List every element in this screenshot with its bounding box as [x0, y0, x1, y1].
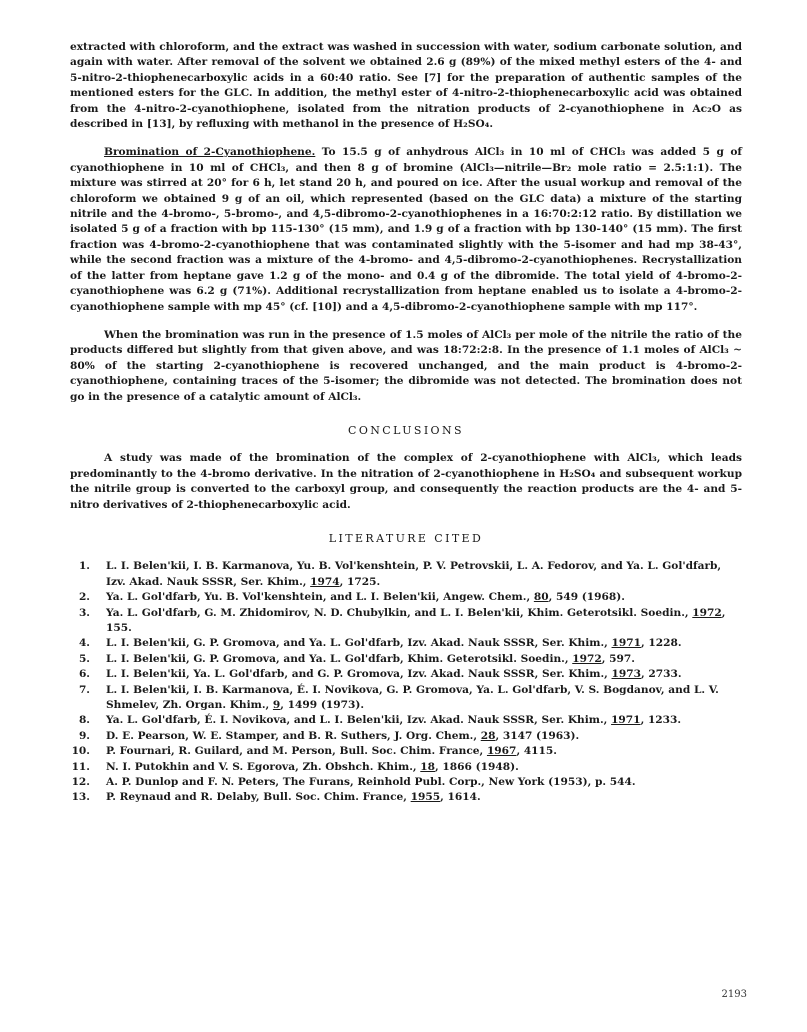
page-number: 2193: [721, 989, 747, 1000]
bromination-procedure-text: To 15.5 g of anhydrous AlCl₃ in 10 ml of CHCl₃ was added 5 g of cyanothiophene in 10 ml of CHCl₃, and then 8 g of bromine (AlCl₃—nitrile—Br₂ mole ratio = 2.5:1:1). The mixture was stirred at 20° for 6 h, let stand 20 h, and poured on ice. After the usual workup and removal of the chloroform we obtained 9 g of an oil, which represented (based on the GLC data) a mixture of the starting nitrile and the 4-bromo-, 5-bromo-, and 4,5-dibromo-2-cyanothiophenes in a 16:70:2:12 ratio. By distillation we isolated 5 g of a fraction with bp 115-130° (15 mm), and 1.9 g of a fraction with bp 130-140° (15 mm). The first fraction was 4-bromo-2-cyanothiophene that was contaminated slightly with the 5-isomer and had mp 38-43°, while the second fraction was a mixture of the 4-bromo- and 4,5-dibromo-2-cyanothiophenes. Recrystallization of the latter from heptane gave 1.2 g of the mono- and 0.4 g of the dibromide. The total yield of 4-bromo-2-cyanothiophene was 6.2 g (71%). Additional recrystallization from heptane enabled us to isolate a 4-bromo-2-cyanothiophene sample with mp 45° (cf. [10]) and a 4,5-dibromo-2-cyanothiophene sample with mp 117°.: [70, 146, 742, 313]
article-page: [70, 40, 742, 806]
reference-pages: , 2733.: [641, 668, 682, 681]
reference-number: 3.: [78, 606, 90, 619]
paragraph-nitration-workup: extracted with chloroform, and the extract was washed in succession with water, sodium carbonate solution, and again with water. After removal of the solvent we obtained 2.6 g (89%) of the mixed methyl esters of the 4- and 5-nitro-2-thiophenecarboxylic acids in a 60:40 ratio. See [7] for the preparation of authentic samples of the mentioned esters for the GLC. In addition, the methyl ester of 4-nitro-2-thiophenecarboxylic acid was obtained from the 4-nitro-2-cyanothiophene, isolated from the nitration products of 2-cyanothiophene in Ac₂O as described in [13], by refluxing with methanol in the presence of H₂SO₄.: [70, 41, 742, 131]
reference-text: L. I. Belen'kii, Ya. L. Gol'dfarb, and G. P. Gromova, Izv. Akad. Nauk SSSR, Ser. Khim.,: [106, 668, 612, 681]
reference-text: L. I. Belen'kii, G. P. Gromova, and Ya. L. Gol'dfarb, Izv. Akad. Nauk SSSR, Ser. Khim.,: [106, 637, 612, 650]
reference-pages: , 1228.: [641, 637, 682, 650]
reference-item: [70, 667, 742, 682]
reference-volume: 28: [480, 729, 496, 742]
reference-volume: 1971: [611, 637, 642, 650]
reference-text: Ya. L. Gol'dfarb, Yu. B. Vol'kenshtein, and L. I. Belen'kii, Angew. Chem.,: [106, 591, 534, 604]
reference-number: 2.: [78, 591, 90, 604]
reference-number: 9.: [78, 729, 90, 742]
reference-pages: , 1233.: [640, 714, 682, 727]
reference-volume: 9: [272, 699, 281, 712]
reference-pages: , 155.: [106, 606, 726, 634]
reference-text: L. I. Belen'kii, I. B. Karmanova, É. I. Novikova, G. P. Gromova, Ya. L. Gol'dfarb, V. S. Bogdanov, and L. V. Shmelev, Zh. Organ. Khim.,: [106, 683, 719, 712]
reference-text: A. P. Dunlop and F. N. Peters, The Furans, Reinhold Publ. Corp., New York (1953), p. 544.: [106, 776, 636, 789]
reference-pages: , 3147 (1963).: [495, 729, 580, 742]
reference-volume: 80: [533, 591, 549, 604]
reference-volume: 1971: [611, 714, 641, 727]
reference-text: P. Reynaud and R. Delaby, Bull. Soc. Chim. France,: [106, 791, 411, 804]
reference-pages: , 1866 (1948).: [435, 760, 519, 773]
conclusions-heading: CONCLUSIONS: [348, 423, 464, 437]
reference-number: 4.: [78, 637, 90, 650]
reference-pages: , 1614.: [440, 791, 481, 804]
reference-pages: , 597.: [601, 652, 635, 665]
reference-number: 10.: [71, 745, 90, 758]
reference-pages: , 4115.: [516, 745, 557, 758]
paragraph-bromination-ratios: When the bromination was run in the presence of 1.5 moles of AlCl₃ per mole of the nitrile the ratio of the products differed but slightly from that given above, and was 18:72:2:8. In the presence of 1.1 moles of AlCl₃ ~ 80% of the starting 2-cyanothiophene is recovered unchanged, and the main product is 4-bromo-2-cyanothiophene, containing traces of the 5-isomer; the dibromide was not detected. The bromination does not go in the presence of a catalytic amount of AlCl₃.: [70, 328, 742, 403]
reference-volume: 1973: [611, 668, 642, 681]
reference-item: [70, 760, 742, 775]
reference-pages: , 1499 (1973).: [280, 699, 365, 712]
reference-number: 5.: [78, 652, 90, 665]
reference-item: [70, 559, 742, 590]
reference-number: 13.: [71, 791, 90, 804]
reference-text: D. E. Pearson, W. E. Stamper, and B. R. Suthers, J. Org. Chem.,: [106, 729, 481, 742]
reference-text: L. I. Belen'kii, G. P. Gromova, and Ya. L. Gol'dfarb, Khim. Geterotsikl. Soedin.,: [106, 652, 573, 665]
literature-heading: LITERATURE CITED: [328, 531, 484, 545]
reference-number: 8.: [78, 714, 90, 727]
reference-number: 6.: [78, 668, 90, 681]
reference-item: [70, 713, 742, 728]
conclusions-text: A study was made of the bromination of the complex of 2-cyanothiophene with AlCl₃, which leads predominantly to the 4-bromo derivative. In the nitration of 2-cyanothiophene in H₂SO₄ and subsequent workup the nitrile group is converted to the carboxyl group, and consequently the reaction products are the 4- and 5-nitro derivatives of 2-thiophenecarboxylic acid.: [70, 452, 742, 511]
reference-text: Ya. L. Gol'dfarb, G. M. Zhidomirov, N. D. Chubylkin, and L. I. Belen'kii, Khim. Geterotsikl. Soedin.,: [106, 606, 693, 619]
reference-text: Ya. L. Gol'dfarb, É. I. Novikova, and L. I. Belen'kii, Izv. Akad. Nauk SSSR, Ser. Khim.,: [106, 714, 612, 727]
reference-item: [70, 590, 742, 605]
paragraph-bromination-procedure: [70, 145, 742, 314]
reference-item: [70, 606, 742, 637]
reference-volume: 1967: [486, 745, 517, 758]
reference-text: N. I. Putokhin and V. S. Egorova, Zh. Obshch. Khim.,: [106, 760, 421, 773]
reference-pages: , 549 (1968).: [548, 591, 625, 604]
reference-item: [70, 729, 742, 744]
reference-number: 12.: [71, 776, 90, 789]
reference-item: [70, 790, 742, 805]
reference-item: [70, 636, 742, 651]
reference-number: 11.: [71, 760, 90, 773]
reference-volume: 1972: [572, 652, 602, 665]
reference-item: [70, 683, 742, 714]
reference-number: 1.: [78, 560, 90, 573]
reference-volume: 1955: [410, 791, 441, 804]
reference-item: [70, 652, 742, 667]
reference-pages: , 1725.: [339, 575, 381, 588]
reference-item: [70, 775, 742, 790]
reference-volume: 1974: [310, 575, 340, 588]
reference-text: P. Fournari, R. Guilard, and M. Person, Bull. Soc. Chim. France,: [106, 745, 487, 758]
reference-volume: 18: [420, 760, 436, 773]
reference-number: 7.: [78, 683, 90, 696]
reference-text: L. I. Belen'kii, I. B. Karmanova, Yu. B. Vol'kenshtein, P. V. Petrovskii, L. A. Fedorov, and Ya. L. Gol'dfarb, Izv. Akad. Nauk SSSR, Ser. Khim.,: [106, 560, 722, 588]
reference-item: [70, 744, 742, 759]
reference-volume: 1972: [692, 606, 722, 619]
reference-list: [70, 559, 742, 806]
section-lead-bromination: Bromination of 2-Cyanothiophene.: [104, 146, 316, 159]
